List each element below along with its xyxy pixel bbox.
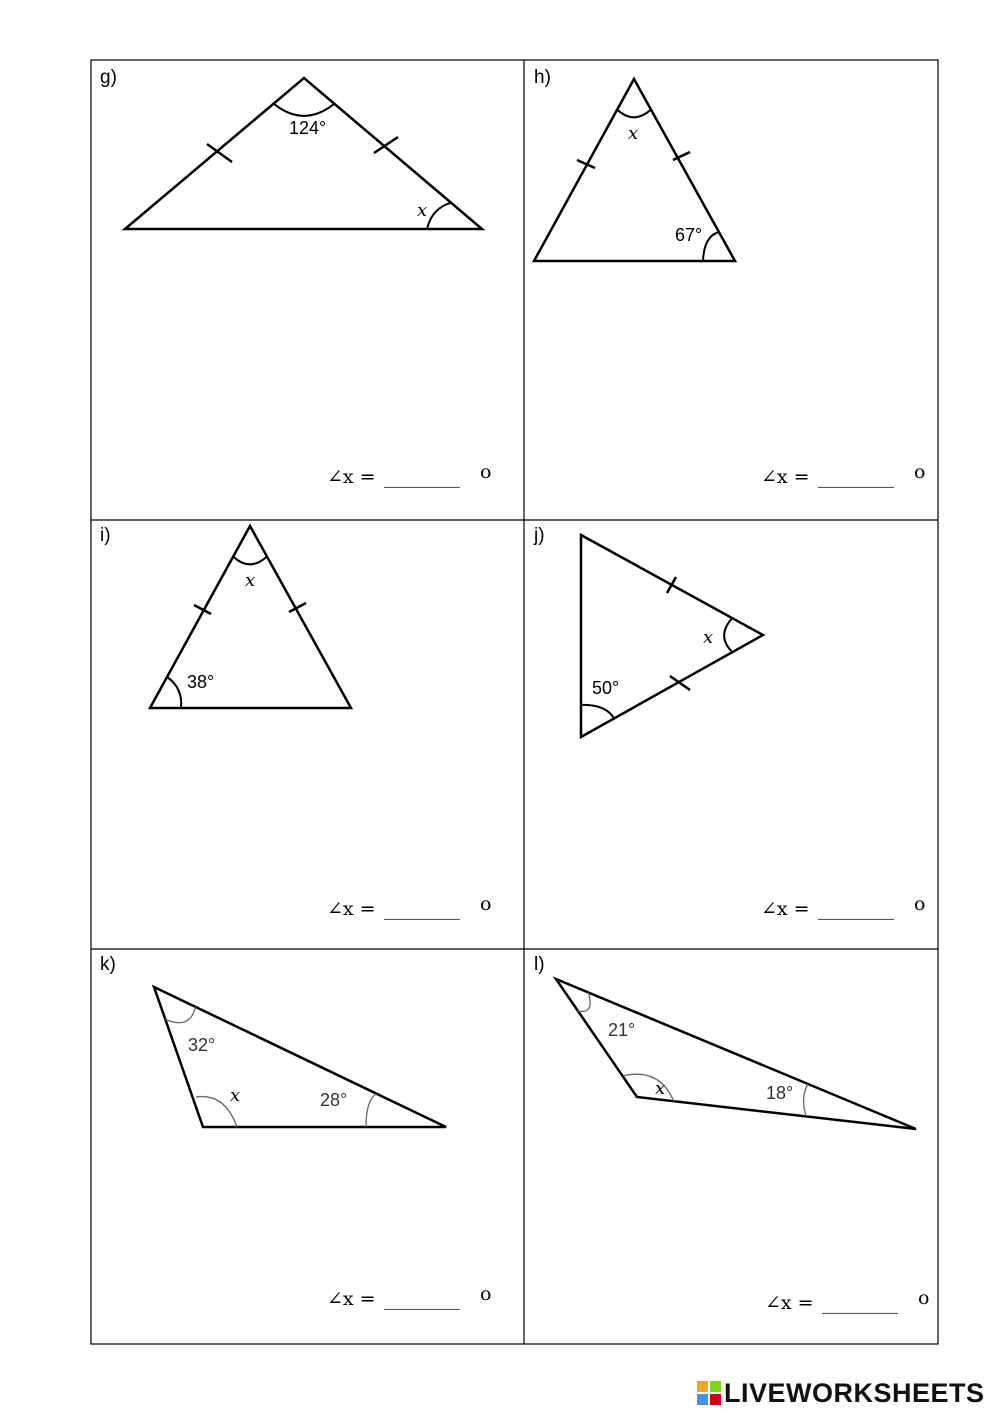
unknown-x-label: x (655, 1078, 666, 1099)
answer-input-h[interactable] (818, 462, 912, 486)
answer-blank: ________ (384, 898, 460, 920)
degree-mark: o (480, 893, 492, 915)
angle-arc (577, 993, 590, 1012)
angle-arc (166, 1007, 196, 1023)
triangle (125, 78, 482, 229)
triangle (556, 979, 916, 1129)
problem-label: h) (534, 67, 551, 88)
angle-arc (804, 1084, 808, 1116)
angle-arc (233, 557, 267, 565)
unknown-x-label: x (245, 570, 256, 591)
problem-k (100, 954, 491, 1310)
answer-input-g[interactable] (384, 462, 478, 486)
answer-input-l[interactable] (822, 1288, 916, 1312)
liveworksheets-logo (697, 1376, 985, 1410)
triangle (534, 79, 735, 261)
answer-prefix: ∠x = (765, 1292, 814, 1314)
answer-prefix: ∠x = (327, 898, 376, 920)
angle-arc (581, 705, 614, 718)
problem-g (100, 67, 491, 488)
problem-h (534, 67, 925, 488)
angle-arc (427, 203, 451, 229)
angle-label-38: 38° (187, 672, 215, 692)
angle-label-50: 50° (592, 678, 620, 698)
angle-label-32: 32° (188, 1035, 216, 1055)
problem-label: j) (534, 525, 545, 546)
answer-input-i[interactable] (384, 894, 478, 918)
degree-mark: o (480, 461, 492, 483)
answer-prefix: ∠x = (327, 1288, 376, 1310)
answer-blank: ________ (384, 466, 460, 488)
answer-blank: ________ (822, 1292, 898, 1314)
tick-mark (207, 144, 232, 162)
problem-label: k) (100, 954, 116, 975)
degree-mark: o (918, 1287, 930, 1309)
tick-mark (667, 577, 676, 593)
angle-arc (703, 232, 719, 261)
angle-arc (167, 677, 181, 708)
triangle (150, 526, 351, 708)
answer-prefix: ∠x = (761, 466, 810, 488)
angle-arc (617, 110, 651, 118)
unknown-x-label: x (230, 1085, 241, 1106)
problem-label: g) (100, 67, 117, 88)
problem-i (100, 525, 491, 920)
logo-blocks-icon (697, 1381, 721, 1405)
answer-blank: ________ (818, 466, 894, 488)
problem-l (534, 954, 929, 1314)
answer-prefix: ∠x = (327, 466, 376, 488)
angle-label-21: 21° (608, 1020, 636, 1040)
logo-text: LIVEWORKSHEETS (724, 1377, 985, 1408)
triangle (154, 987, 446, 1127)
answer-prefix: ∠x = (761, 898, 810, 920)
unknown-x-label: x (417, 200, 428, 221)
unknown-x-label: x (628, 123, 639, 144)
problem-label: i) (100, 525, 111, 546)
angle-label-124: 124° (289, 118, 327, 138)
angle-label-18: 18° (766, 1083, 794, 1103)
degree-mark: o (914, 893, 926, 915)
worksheet-grid (91, 60, 938, 1344)
answer-blank: ________ (818, 898, 894, 920)
unknown-x-label: x (703, 627, 714, 648)
problem-label: l) (534, 954, 545, 975)
answer-input-j[interactable] (818, 894, 912, 918)
answer-input-k[interactable] (384, 1284, 478, 1308)
degree-mark: o (480, 1283, 492, 1305)
answer-blank: ________ (384, 1288, 460, 1310)
problem-j (533, 525, 925, 920)
angle-arc (366, 1094, 377, 1127)
angle-label-67: 67° (675, 225, 703, 245)
triangle (581, 535, 763, 737)
angle-label-28: 28° (320, 1090, 348, 1110)
angle-arc (724, 618, 732, 652)
degree-mark: o (914, 461, 926, 483)
angle-arc (274, 104, 335, 116)
